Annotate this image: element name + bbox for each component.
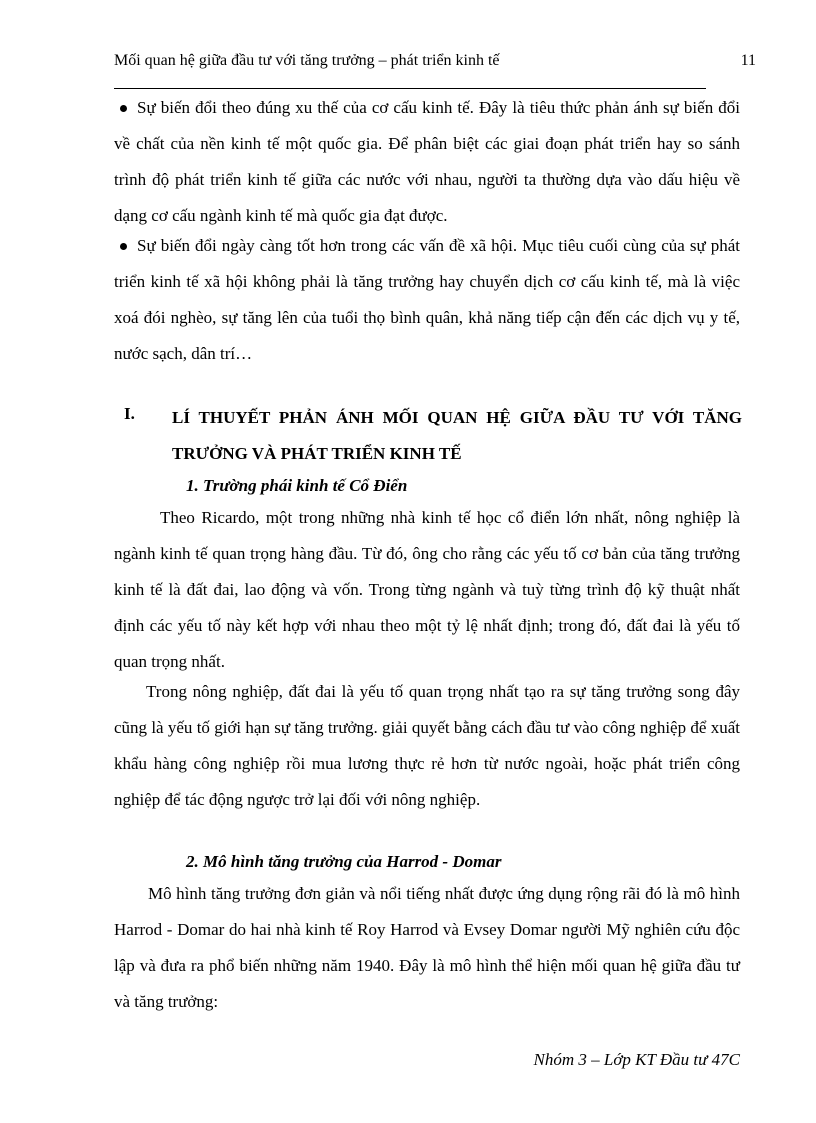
header-title: Mối quan hệ giữa đầu tư với tăng trưởng – phát triển kinh tế [114, 52, 500, 69]
section-number: I. [124, 404, 135, 423]
subsection-2-heading: 2. Mô hình tăng trưởng của Harrod - Domar [186, 852, 502, 871]
subsection-1-heading: 1. Trường phái kinh tế Cổ Điển [186, 476, 408, 495]
subsection-1-paragraph-1: Theo Ricardo, một trong những nhà kinh tế học cổ điển lớn nhất, nông nghiệp là ngành kinh tế quan trọng hàng đầu. Từ đó, ông cho rằng các yếu tố cơ bản của tăng trưởng kinh tế là đất đai, lao động và vốn. Trong từng ngành và tuỳ từng trình độ kỹ thuật nhất định các yếu tố này kết hợp với nhau theo một tỷ lệ nhất định; trong đó, đất đai là yếu tố quan trọng nhất. [114, 508, 740, 671]
subsection-2-paragraph-1: Mô hình tăng trưởng đơn giản và nổi tiếng nhất được ứng dụng rộng rãi đó là mô hình Harrod - Domar do hai nhà kinh tế Roy Harrod và Evsey Domar người Mỹ nghiên cứu độc lập và đưa ra phổ biến những năm 1940. Đây là mô hình thể hiện mối quan hệ giữa đầu tư và tăng trưởng: [114, 884, 740, 1011]
bullet-icon [120, 243, 127, 250]
page-footer: Nhóm 3 – Lớp KT Đầu tư 47C [533, 1050, 740, 1069]
bullet-paragraph-2 [114, 228, 740, 372]
bullet-paragraph-1 [114, 90, 740, 234]
bullet-icon [120, 105, 127, 112]
subsection-1-paragraph-2: Trong nông nghiệp, đất đai là yếu tố quan trọng nhất tạo ra sự tăng trưởng song đây cũng là yếu tố giới hạn sự tăng trưởng. giải quyết bằng cách đầu tư vào công nghiệp để xuất khẩu hàng công nghiệp rồi mua lương thực rẻ hơn từ nước ngoài, hoặc phát triển công nghiệp để tác động ngược trở lại đối với nông nghiệp. [114, 682, 740, 809]
bullet-text-1: Sự biến đổi theo đúng xu thế của cơ cấu kinh tế. Đây là tiêu thức phản ánh sự biến đổi về chất của nền kinh tế một quốc gia. Để phân biệt các giai đoạn phát triển hay so sánh trình độ phát triển kinh tế giữa các nước với nhau, người ta thường dựa vào dấu hiệu về dạng cơ cấu ngành kinh tế mà quốc gia đạt được. [114, 98, 740, 225]
section-title: LÍ THUYẾT PHẢN ÁNH MỐI QUAN HỆ GIỮA ĐẦU TƯ VỚI TĂNG TRƯỞNG VÀ PHÁT TRIỂN KINH TẾ [172, 408, 742, 463]
page-header [114, 52, 756, 76]
header-divider [114, 88, 706, 89]
page-number: 11 [740, 52, 756, 69]
bullet-text-2: Sự biến đổi ngày càng tốt hơn trong các vấn đề xã hội. Mục tiêu cuối cùng của sự phát triển kinh tế xã hội không phải là tăng trưởng hay chuyển dịch cơ cấu kinh tế, mà là việc xoá đói nghèo, sự tăng lên của tuổi thọ bình quân, khả năng tiếp cận đến các dịch vụ y tế, nước sạch, dân trí… [114, 236, 740, 363]
